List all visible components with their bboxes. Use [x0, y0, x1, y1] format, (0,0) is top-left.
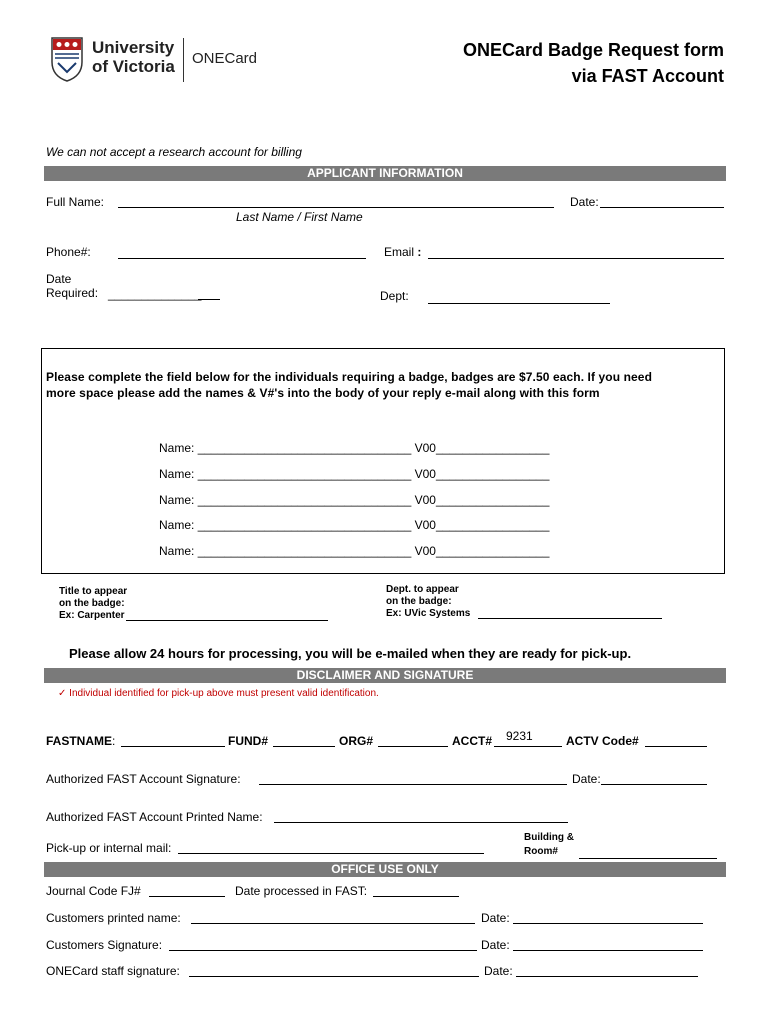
building-room-field[interactable]: [579, 858, 717, 859]
university-name: University of Victoria: [92, 38, 175, 76]
signature-date-field[interactable]: [601, 784, 707, 785]
email-label: Email :: [384, 245, 422, 259]
customer-signature-date-label: Date:: [481, 938, 510, 952]
actv-code-label: ACTV Code#: [566, 734, 639, 748]
signature-label: Authorized FAST Account Signature:: [46, 772, 241, 786]
journal-code-field[interactable]: [149, 896, 225, 897]
disclaimer-band: DISCLAIMER AND SIGNATURE: [44, 668, 726, 683]
org-label: ORG#: [339, 734, 374, 748]
checkmark-icon: ✓: [58, 688, 67, 699]
name-hint: Last Name / First Name: [236, 210, 363, 224]
uvic-crest-icon: [50, 36, 84, 82]
customer-printed-name-label: Customers printed name:: [46, 911, 181, 925]
dept-field[interactable]: [428, 303, 610, 304]
acct-field[interactable]: [494, 746, 562, 747]
building-room-label: Building & Room#: [524, 832, 574, 857]
badge-row[interactable]: Name: ________________________________ V00_________________: [159, 544, 550, 558]
dept-label: Dept:: [380, 289, 409, 303]
journal-code-label: Journal Code FJ#: [46, 884, 141, 898]
fastname-field[interactable]: [121, 746, 225, 747]
date-processed-label: Date processed in FAST:: [235, 884, 368, 898]
pickup-field[interactable]: [178, 853, 484, 854]
pickup-label: Pick-up or internal mail:: [46, 841, 172, 855]
fund-field[interactable]: [273, 746, 335, 747]
badge-dept-label: Dept. to appear on the badge: Ex: UVic Systems: [386, 584, 471, 619]
date-field[interactable]: [600, 207, 724, 208]
fastname-label: FASTNAME:: [46, 734, 116, 748]
billing-notice: We can not accept a research account for billing: [46, 145, 302, 159]
date-required-field-tail: [198, 299, 220, 300]
printed-name-label: Authorized FAST Account Printed Name:: [46, 810, 263, 824]
staff-signature-date-field[interactable]: [516, 976, 698, 977]
email-field[interactable]: [428, 258, 724, 259]
identification-note: ✓ Individual identified for pick-up above must present valid identification.: [58, 688, 379, 699]
customer-signature-field[interactable]: [169, 950, 477, 951]
customer-printed-date-field[interactable]: [513, 923, 703, 924]
processing-note: Please allow 24 hours for processing, you will be e-mailed when they are ready for pick-up.: [69, 646, 632, 661]
logo-divider: [183, 38, 184, 82]
form-title: ONECard Badge Request form via FAST Account: [462, 40, 724, 86]
customer-signature-label: Customers Signature:: [46, 938, 163, 952]
staff-signature-field[interactable]: [189, 976, 479, 977]
badge-title-label: Title to appear on the badge: Ex: Carpenter: [59, 586, 128, 621]
printed-name-field[interactable]: [274, 822, 568, 823]
badge-row[interactable]: Name: ________________________________ V00_________________: [159, 493, 550, 507]
staff-signature-label: ONECard staff signature:: [46, 964, 180, 978]
org-field[interactable]: [378, 746, 448, 747]
signature-field[interactable]: [259, 784, 567, 785]
badge-title-field[interactable]: [126, 620, 328, 621]
badge-row[interactable]: Name: ________________________________ V00_________________: [159, 441, 550, 455]
date-required-field[interactable]: ______________: [108, 287, 202, 301]
customer-printed-date-label: Date:: [481, 911, 510, 925]
badge-instructions: Please complete the field below for the individuals requiring a badge, badges are $7.50 each. If you need more space please add the names & V#'s into the body of your reply e-mail along with this form: [46, 370, 652, 400]
customer-signature-date-field[interactable]: [513, 950, 703, 951]
actv-code-field[interactable]: [645, 746, 707, 747]
acct-label: ACCT#: [452, 734, 493, 748]
full-name-label: Full Name:: [46, 195, 105, 209]
date-processed-field[interactable]: [373, 896, 459, 897]
customer-printed-name-field[interactable]: [191, 923, 475, 924]
applicant-band: APPLICANT INFORMATION: [44, 166, 726, 181]
badge-row[interactable]: Name: ________________________________ V00_________________: [159, 467, 550, 481]
date-label: Date:: [570, 195, 599, 209]
badge-row[interactable]: Name: ________________________________ V00_________________: [159, 518, 550, 532]
fund-label: FUND#: [228, 734, 269, 748]
date-required-label: Date Required:: [46, 272, 99, 300]
office-use-band: OFFICE USE ONLY: [44, 862, 726, 877]
signature-date-label: Date:: [572, 772, 601, 786]
onecard-logo-text: ONECard: [192, 50, 258, 67]
phone-label: Phone#:: [46, 245, 91, 259]
staff-signature-date-label: Date:: [484, 964, 513, 978]
badge-dept-field[interactable]: [478, 618, 662, 619]
full-name-field[interactable]: [118, 207, 554, 208]
uvic-logo: [50, 36, 260, 86]
acct-value: 9231: [506, 729, 533, 743]
phone-field[interactable]: [118, 258, 366, 259]
